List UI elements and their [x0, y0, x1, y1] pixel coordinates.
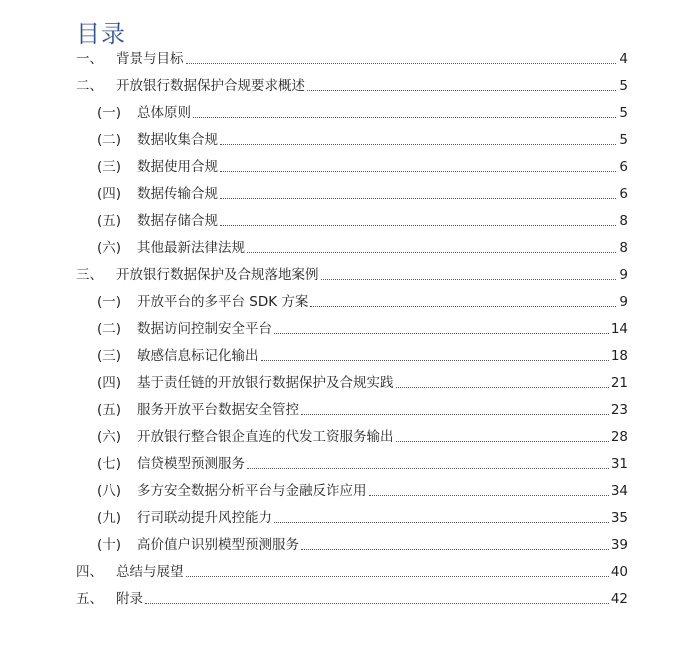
toc-entry[interactable] [97, 452, 628, 472]
toc-entry-title: 数据收集合规 [137, 132, 218, 148]
toc-entry[interactable] [97, 344, 628, 364]
dot-leader [321, 279, 617, 280]
toc-entry-page: 9 [619, 267, 628, 283]
toc-entry-page: 35 [610, 510, 628, 526]
toc-entry-page: 5 [619, 78, 628, 94]
dot-leader [261, 360, 609, 361]
toc-entry-number: (三) [97, 159, 122, 175]
dot-leader [247, 252, 616, 253]
toc-entry-number: (四) [97, 186, 122, 202]
dot-leader [220, 144, 616, 145]
toc-entry-page: 34 [610, 483, 628, 499]
toc-entry-page: 39 [610, 537, 628, 553]
toc-entry-page: 5 [619, 105, 628, 121]
dot-leader [186, 576, 609, 577]
toc-entry[interactable] [97, 290, 628, 310]
toc-entry-title: 开放平台的多平台 SDK 方案 [137, 294, 309, 310]
toc-entry-number: 二、 [76, 78, 103, 94]
toc-entry-title: 开放银行整合银企直连的代发工资服务输出 [137, 429, 394, 445]
toc-entry-page: 28 [610, 429, 628, 445]
toc-entry-title: 总体原则 [137, 105, 191, 121]
toc-entry-number: 三、 [76, 267, 103, 283]
dot-leader [220, 171, 616, 172]
dot-leader [396, 387, 609, 388]
toc-entry-page: 4 [619, 51, 628, 67]
toc-entry-page: 9 [619, 294, 628, 310]
toc-entry[interactable] [76, 263, 628, 283]
toc-entry-page: 14 [610, 321, 628, 337]
dot-leader [220, 225, 616, 226]
toc-entry[interactable] [97, 155, 628, 175]
toc-entry-number: (六) [97, 240, 122, 256]
toc-entry-title: 开放银行数据保护合规要求概述 [116, 78, 305, 94]
toc-entry-number: (六) [97, 429, 122, 445]
toc-entry[interactable] [76, 587, 628, 607]
toc-entry[interactable] [97, 317, 628, 337]
toc-entry[interactable] [97, 101, 628, 121]
toc-entry-page: 8 [619, 240, 628, 256]
dot-leader [396, 441, 609, 442]
toc-entry-number: (五) [97, 213, 122, 229]
toc-entry-number: 四、 [76, 564, 103, 580]
toc-entry-page: 23 [610, 402, 628, 418]
dot-leader [220, 198, 616, 199]
toc-entry-title: 数据使用合规 [137, 159, 218, 175]
toc-entry-number: (九) [97, 510, 122, 526]
toc-entry-number: (十) [97, 537, 122, 553]
toc-entry-title: 高价值户识别模型预测服务 [137, 537, 299, 553]
toc-entry-title: 多方安全数据分析平台与金融反诈应用 [137, 483, 367, 499]
toc-entry-title: 总结与展望 [116, 564, 184, 580]
toc-entry[interactable] [76, 560, 628, 580]
toc-entry-number: (三) [97, 348, 122, 364]
dot-leader [301, 549, 609, 550]
toc-entry-page: 42 [610, 591, 628, 607]
toc-entry[interactable] [97, 209, 628, 229]
dot-leader [193, 117, 616, 118]
dot-leader [301, 414, 609, 415]
dot-leader [310, 306, 616, 307]
toc-entry-page: 21 [610, 375, 628, 391]
toc-entry[interactable] [97, 236, 628, 256]
toc-entry[interactable] [97, 479, 628, 499]
toc-entry-page: 6 [619, 186, 628, 202]
toc-entry-number: (二) [97, 321, 122, 337]
toc-entry[interactable] [76, 47, 628, 67]
dot-leader [307, 90, 616, 91]
toc-title: 目录 [76, 20, 126, 48]
toc-entry-title: 基于责任链的开放银行数据保护及合规实践 [137, 375, 394, 391]
toc-entry-number: (四) [97, 375, 122, 391]
toc-entry-title: 开放银行数据保护及合规落地案例 [116, 267, 319, 283]
toc-entry-page: 8 [619, 213, 628, 229]
toc-entry-number: (五) [97, 402, 122, 418]
toc-entry-page: 31 [610, 456, 628, 472]
toc-entry-page: 18 [610, 348, 628, 364]
toc-entry-title: 服务开放平台数据安全管控 [137, 402, 299, 418]
toc-entry[interactable] [76, 74, 628, 94]
toc-entry[interactable] [97, 533, 628, 553]
dot-leader [247, 468, 609, 469]
toc-entry-number: 一、 [76, 51, 103, 67]
toc-entry-title: 其他最新法律法规 [137, 240, 245, 256]
dot-leader [274, 522, 609, 523]
toc-entry-title: 敏感信息标记化输出 [137, 348, 259, 364]
toc-entry[interactable] [97, 128, 628, 148]
toc-entry-page: 6 [619, 159, 628, 175]
toc-entry[interactable] [97, 182, 628, 202]
toc-entry-title: 数据传输合规 [137, 186, 218, 202]
toc-entry-title: 数据存储合规 [137, 213, 218, 229]
toc-entry-title: 附录 [116, 591, 143, 607]
toc-entry[interactable] [97, 425, 628, 445]
toc-entry-title: 行司联动提升风控能力 [137, 510, 272, 526]
dot-leader [369, 495, 609, 496]
toc-entry-title: 数据访问控制安全平台 [137, 321, 272, 337]
toc-entry[interactable] [97, 506, 628, 526]
toc-entry-title: 背景与目标 [116, 51, 184, 67]
toc-entry-number: (一) [97, 105, 122, 121]
toc-entry-number: (一) [97, 294, 122, 310]
dot-leader [145, 603, 609, 604]
toc-entry[interactable] [97, 371, 628, 391]
dot-leader [274, 333, 609, 334]
toc-entry[interactable] [97, 398, 628, 418]
toc-entry-number: (二) [97, 132, 122, 148]
toc-entry-number: (八) [97, 483, 122, 499]
toc-entry-number: (七) [97, 456, 122, 472]
toc-entry-number: 五、 [76, 591, 103, 607]
dot-leader [186, 63, 617, 64]
toc-entry-page: 40 [610, 564, 628, 580]
toc-entry-page: 5 [619, 132, 628, 148]
toc-entry-title: 信贷模型预测服务 [137, 456, 245, 472]
